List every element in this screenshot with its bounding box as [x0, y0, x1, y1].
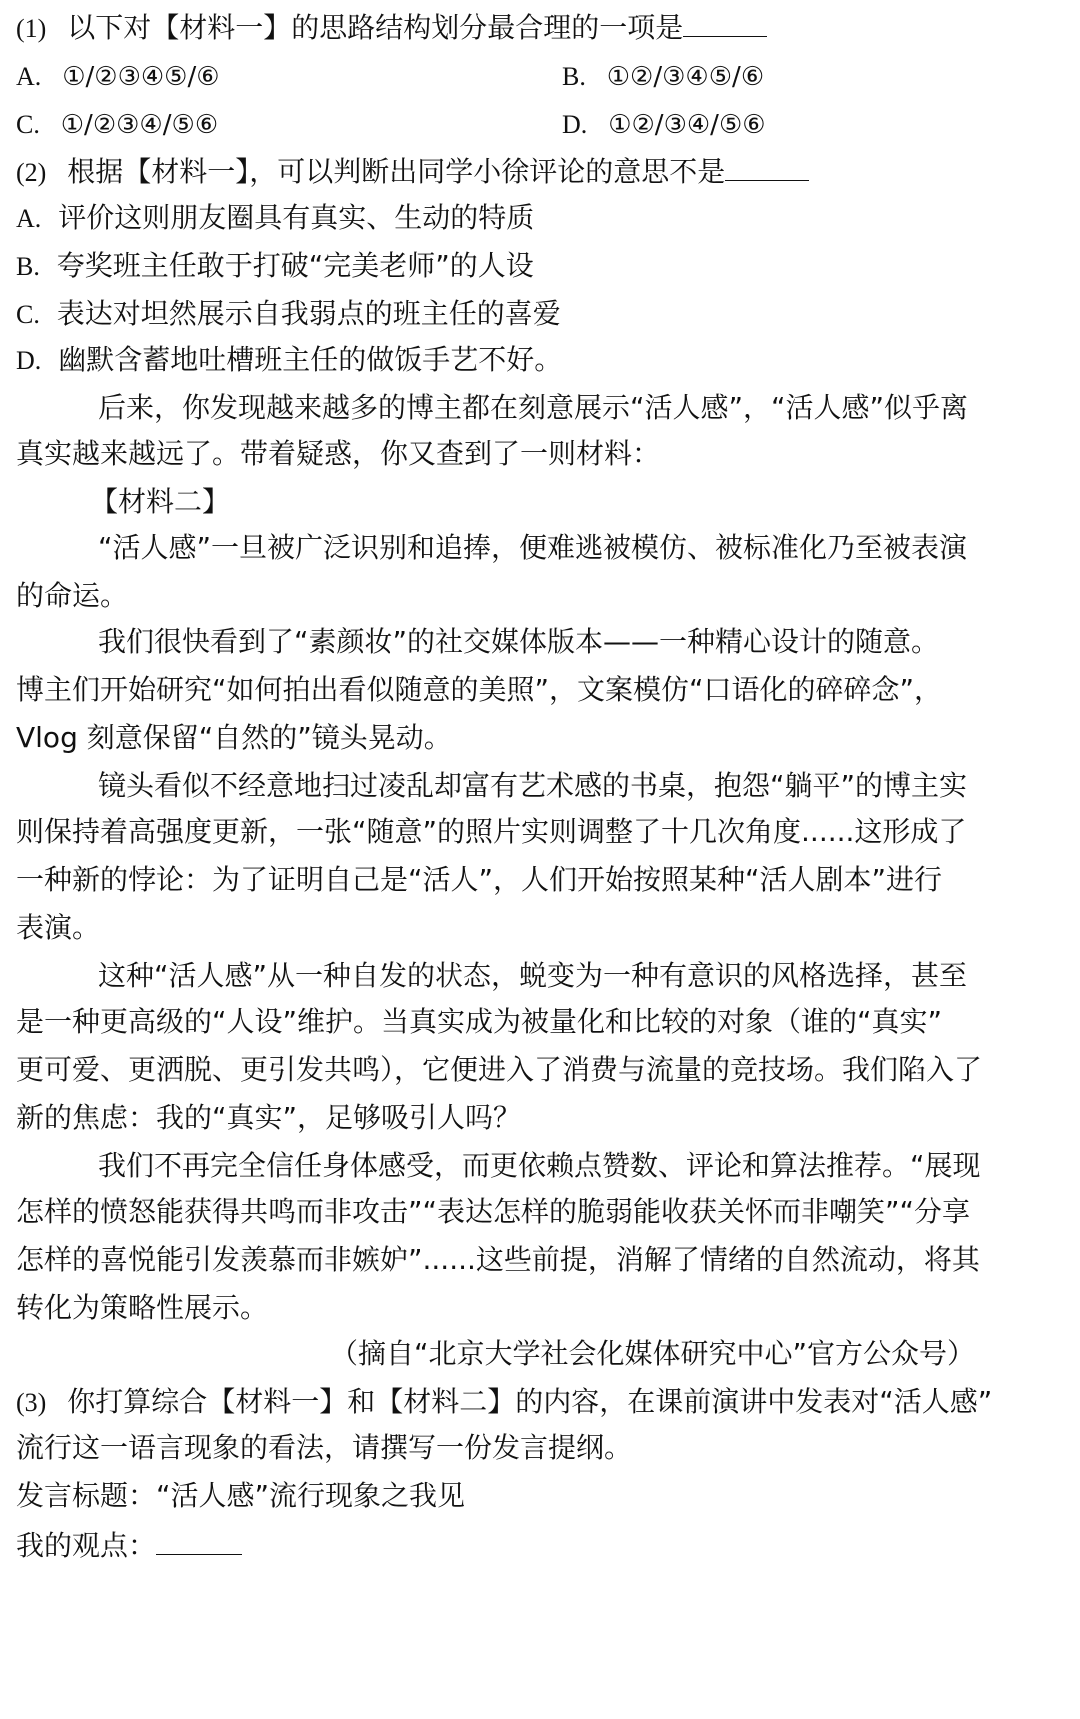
p5-line-4: 转化为策略性展示。 — [16, 1291, 269, 1324]
q1-number: (1) — [16, 14, 47, 43]
p1-line-1: “活人感”一旦被广泛识别和追捧，便难逃被模仿、被标准化乃至被表演 — [98, 531, 968, 564]
p2-line-2: 博主们开始研究“如何拍出看似随意的美照”，文案模仿“口语化的碎碎念”， — [16, 673, 943, 706]
viewpoint-line — [16, 1518, 1066, 1570]
q2-option-a[interactable]: A. 评价这则朋友圈具有真实、生动的特质 — [16, 201, 535, 234]
q1-options-row-2 — [16, 98, 1066, 150]
p2-line-1: 我们很快看到了“素颜妆”的社交媒体版本——一种精心设计的随意。 — [98, 625, 940, 658]
viewpoint-answer-blank[interactable] — [156, 1518, 242, 1555]
q1-answer-blank[interactable] — [683, 0, 767, 37]
q2-answer-blank[interactable] — [725, 144, 809, 181]
q1-option-b[interactable]: B. ①②/③④⑤/⑥ — [562, 62, 765, 92]
p3-line-2: 则保持着高强度更新，一张“随意”的照片实则调整了十几次角度......这形成了 — [16, 815, 967, 848]
q1-option-a[interactable]: A. ①/②③④⑤/⑥ — [16, 62, 220, 92]
q2-option-b[interactable]: B. 夸奖班主任敢于打破“完美老师”的人设 — [16, 249, 534, 282]
q3-number: (3) — [16, 1388, 47, 1417]
speech-title: 发言标题：“活人感”流行现象之我见 — [16, 1479, 466, 1512]
q2-option-d[interactable]: D. 幽默含蓄地吐槽班主任的做饭手艺不好。 — [16, 343, 563, 376]
p3-line-4: 表演。 — [16, 911, 101, 944]
q1-option-d[interactable]: D. ①②/③④/⑤⑥ — [562, 110, 766, 140]
q2-option-c[interactable]: C. 表达对坦然展示自我弱点的班主任的喜爱 — [16, 297, 561, 330]
p5-line-2: 怎样的愤怒能获得共鸣而非攻击”“表达怎样的脆弱能收获关怀而非嘲笑”“分享 — [16, 1195, 971, 1228]
q3-stem-line-2: 流行这一语言现象的看法，请撰写一份发言提纲。 — [16, 1431, 633, 1464]
p3-line-1: 镜头看似不经意地扫过凌乱却富有艺术感的书桌，抱怨“躺平”的博主实 — [98, 769, 968, 802]
q3-stem-1: 你打算综合【材料一】和【材料二】的内容，在课前演讲中发表对“活人感” — [67, 1385, 993, 1418]
q1-stem: 以下对【材料一】的思路结构划分最合理的一项是 — [67, 11, 684, 44]
intro-line-2: 真实越来越远了。带着疑惑，你又查到了一则材料： — [16, 437, 661, 470]
q3-stem-line-1 — [16, 1376, 1066, 1428]
q2-stem-line — [16, 144, 1066, 196]
q2-number: (2) — [16, 158, 47, 187]
p3-line-3: 一种新的悖论：为了证明自己是“活人”，人们开始按照某种“活人剧本”进行 — [16, 863, 943, 896]
p5-line-1: 我们不再完全信任身体感受，而更依赖点赞数、评论和算法推荐。“展现 — [98, 1149, 981, 1182]
material-two-title: 【材料二】 — [90, 485, 231, 518]
source-attribution: （摘自“北京大学社会化媒体研究中心”官方公众号） — [330, 1337, 976, 1370]
p1-line-2: 的命运。 — [16, 579, 129, 612]
p4-line-4: 新的焦虑：我的“真实”，足够吸引人吗？ — [16, 1101, 522, 1134]
q2-stem: 根据【材料一】，可以判断出同学小徐评论的意思不是 — [67, 155, 726, 188]
p2-line-3: Vlog 刻意保留“自然的”镜头晃动。 — [16, 721, 452, 754]
p4-line-2: 是一种更高级的“人设”维护。当真实成为被量化和比较的对象（谁的“真实” — [16, 1005, 943, 1038]
q1-option-c[interactable]: C. ①/②③④/⑤⑥ — [16, 110, 219, 140]
intro-line-1: 后来，你发现越来越多的博主都在刻意展示“活人感”，“活人感”似乎离 — [98, 391, 969, 424]
q1-stem-line — [16, 0, 1066, 52]
q1-options-row-1 — [16, 50, 1066, 102]
p4-line-3: 更可爱、更洒脱、更引发共鸣），它便进入了消费与流量的竞技场。我们陷入了 — [16, 1053, 983, 1086]
viewpoint-label: 我的观点： — [16, 1529, 157, 1562]
p5-line-3: 怎样的喜悦能引发羡慕而非嫉妒”......这些前提，消解了情绪的自然流动，将其 — [16, 1243, 980, 1276]
p4-line-1: 这种“活人感”从一种自发的状态，蜕变为一种有意识的风格选择，甚至 — [98, 959, 968, 992]
